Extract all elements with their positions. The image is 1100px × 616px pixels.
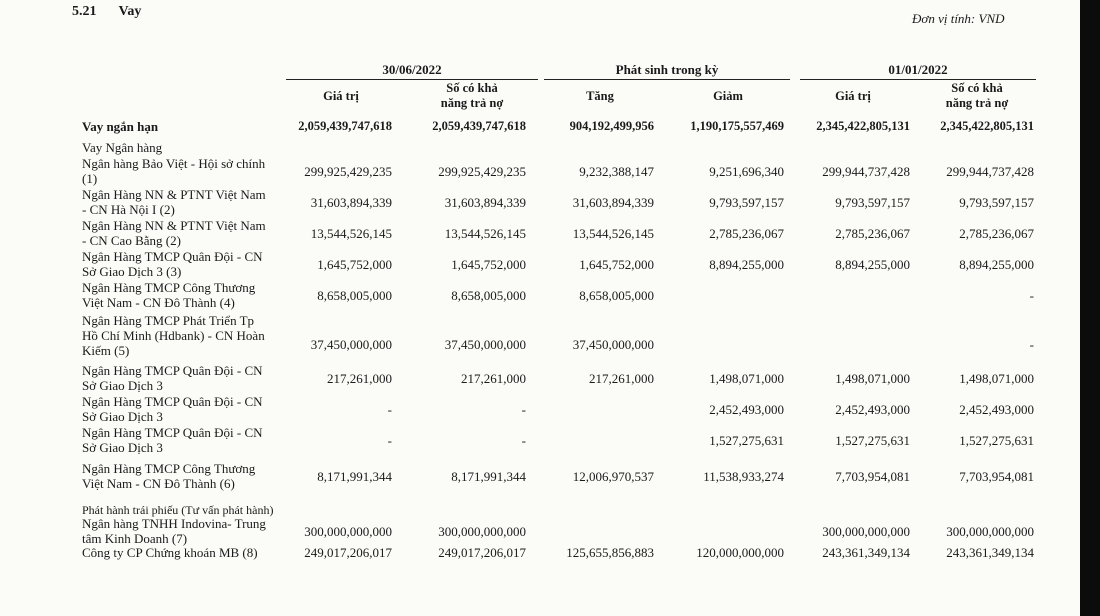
column-header-line: Số có khả [446, 81, 498, 95]
table-cell: - [387, 433, 392, 448]
table-cell: 37,450,000,000 [572, 337, 654, 352]
table-cell: 2,785,236,067 [835, 226, 910, 241]
table-cell: 300,000,000,000 [304, 524, 392, 539]
table-cell: 243,361,349,134 [822, 545, 910, 560]
table-cell: 9,251,696,340 [709, 164, 784, 179]
group-underline [286, 79, 538, 80]
table-cell: 13,544,526,145 [310, 226, 392, 241]
table-cell: 31,603,894,339 [310, 195, 392, 210]
column-header [418, 81, 526, 111]
table-cell: 300,000,000,000 [822, 524, 910, 539]
group-header-30-06-2022: 30/06/2022 [382, 62, 442, 77]
table-cell: 1,527,275,631 [959, 433, 1034, 448]
table-cell: 1,645,752,000 [579, 257, 654, 272]
row-label [82, 280, 255, 310]
row-label-line: Hồ Chí Minh (Hdbank) - CN Hoàn [82, 328, 265, 343]
row-label-line: Sở Giao Dịch 3 (3) [82, 264, 182, 279]
row-label-line: Sở Giao Dịch 3 [82, 409, 163, 424]
table-cell: 300,000,000,000 [946, 524, 1034, 539]
column-header-line: Tăng [586, 89, 614, 103]
unit-note: Đơn vị tính: VND [912, 11, 1005, 26]
table-cell: 37,450,000,000 [444, 337, 526, 352]
column-header-line: Số có khả [951, 81, 1003, 95]
table-cell: 8,894,255,000 [959, 257, 1034, 272]
row-label-line: Ngân Hàng TMCP Quân Đội - CN [82, 363, 263, 378]
table-cell: - [387, 402, 392, 417]
row-label-line: Ngân Hàng TMCP Công Thương [82, 461, 256, 476]
table-cell: 2,452,493,000 [835, 402, 910, 417]
table-cell: 1,498,071,000 [709, 371, 784, 386]
row-label-line: Phát hành trái phiếu (Tư vấn phát hành) [82, 503, 274, 517]
table-cell: 2,345,422,805,131 [940, 119, 1034, 133]
row-label-line: Kiếm (5) [82, 343, 130, 358]
row-label-line: Ngân Hàng NN & PTNT Việt Nam [82, 187, 266, 202]
column-header [546, 89, 654, 104]
table-cell: 1,498,071,000 [959, 371, 1034, 386]
table-cell: 12,006,970,537 [572, 469, 654, 484]
column-header-line: Giá trị [835, 89, 871, 103]
row-label-line: Công ty CP Chứng khoán MB (8) [82, 545, 258, 560]
table-cell: 7,703,954,081 [959, 469, 1034, 484]
row-label [82, 119, 158, 134]
table-cell: 904,192,499,956 [569, 119, 654, 133]
row-label-line: Sở Giao Dịch 3 [82, 440, 163, 455]
table-cell: 9,232,388,147 [579, 164, 654, 179]
table-cell: 13,544,526,145 [444, 226, 526, 241]
table-cell: 299,925,429,235 [438, 164, 526, 179]
group-underline [544, 79, 790, 80]
table-cell: 125,655,856,883 [566, 545, 654, 560]
row-label [82, 187, 266, 217]
table-cell: 11,538,933,274 [703, 469, 784, 484]
table-cell: 1,527,275,631 [709, 433, 784, 448]
row-label [82, 461, 255, 491]
column-header [290, 89, 392, 104]
row-label-line: - CN Hà Nội I (2) [82, 202, 175, 217]
table-cell: 8,658,005,000 [317, 288, 392, 303]
table-cell: - [1029, 288, 1034, 303]
table-cell: - [521, 402, 526, 417]
row-label [82, 156, 265, 186]
table-cell: 8,894,255,000 [835, 257, 910, 272]
row-label [82, 363, 263, 393]
table-cell: 2,785,236,067 [709, 226, 784, 241]
table-cell: 1,645,752,000 [451, 257, 526, 272]
table-cell: 299,944,737,428 [946, 164, 1034, 179]
table-cell: 13,544,526,145 [572, 226, 654, 241]
row-label-line: Ngân hàng Bảo Việt - Hội sở chính [82, 156, 266, 171]
table-cell: 31,603,894,339 [572, 195, 654, 210]
column-header [920, 81, 1034, 111]
table-cell: 8,658,005,000 [579, 288, 654, 303]
table-cell: 1,498,071,000 [835, 371, 910, 386]
row-label [82, 394, 263, 424]
table-cell: 120,000,000,000 [696, 545, 784, 560]
row-label [82, 249, 263, 279]
row-label-line: Vay Ngân hàng [82, 140, 163, 155]
row-label-line: tâm Kinh Doanh (7) [82, 531, 188, 546]
row-label-line: Sở Giao Dịch 3 [82, 378, 163, 393]
row-label [82, 140, 162, 155]
row-label-line: Ngân Hàng TMCP Công Thương [82, 280, 256, 295]
section-title: Vay [118, 4, 142, 19]
row-label [82, 545, 258, 560]
row-label-line: Ngân Hàng NN & PTNT Việt Nam [82, 218, 266, 233]
column-header-line: Giá trị [323, 89, 359, 103]
table-cell: 8,894,255,000 [709, 257, 784, 272]
table-cell: - [1029, 337, 1034, 352]
table-cell: 8,171,991,344 [317, 469, 392, 484]
table-cell: 217,261,000 [327, 371, 392, 386]
table-cell: 31,603,894,339 [444, 195, 526, 210]
table-cell: 2,785,236,067 [959, 226, 1034, 241]
section-number: 5.21 [72, 4, 97, 19]
table-cell: 243,361,349,134 [946, 545, 1034, 560]
row-label [82, 516, 266, 546]
table-cell: 217,261,000 [461, 371, 526, 386]
column-header-line: năng trả nợ [440, 96, 504, 110]
table-cell: 249,017,206,017 [304, 545, 392, 560]
table-cell: 299,944,737,428 [822, 164, 910, 179]
row-label-line: Ngân hàng TNHH Indovina- Trung [82, 516, 266, 531]
table-cell: 249,017,206,017 [438, 545, 526, 560]
table-cell: 300,000,000,000 [438, 524, 526, 539]
table-cell: 9,793,597,157 [709, 195, 784, 210]
row-label-line: Việt Nam - CN Đô Thành (6) [82, 476, 235, 491]
table-cell: 37,450,000,000 [310, 337, 392, 352]
row-label [82, 425, 263, 455]
table-cell: 2,345,422,805,131 [816, 119, 910, 133]
table-cell: 2,059,439,747,618 [298, 119, 392, 133]
row-label [82, 313, 265, 358]
scan-edge [1080, 0, 1100, 616]
table-cell: 9,793,597,157 [959, 195, 1034, 210]
column-header [796, 89, 910, 104]
table-cell: 8,658,005,000 [451, 288, 526, 303]
table-cell: 1,527,275,631 [835, 433, 910, 448]
row-label-line: Ngân Hàng TMCP Phát Triển Tp [82, 313, 255, 328]
group-header-01-01-2022: 01/01/2022 [888, 62, 948, 77]
column-header [672, 89, 784, 104]
row-label-line: Ngân Hàng TMCP Quân Đội - CN [82, 394, 263, 409]
table-cell: 217,261,000 [589, 371, 654, 386]
row-label-line: Ngân Hàng TMCP Quân Đội - CN [82, 425, 263, 440]
row-label-line: Ngân Hàng TMCP Quân Đội - CN [82, 249, 263, 264]
table-cell: 299,925,429,235 [304, 164, 392, 179]
row-label-line: Việt Nam - CN Đô Thành (4) [82, 295, 235, 310]
row-label [82, 218, 266, 248]
row-label-line: (1) [82, 171, 98, 186]
table-cell: 1,190,175,557,469 [690, 119, 784, 133]
table-cell: 9,793,597,157 [835, 195, 910, 210]
table-cell: 2,452,493,000 [959, 402, 1034, 417]
table-cell: 2,059,439,747,618 [432, 119, 526, 133]
table-cell: 8,171,991,344 [451, 469, 526, 484]
column-header-line: năng trả nợ [945, 96, 1009, 110]
column-header-line: Giảm [713, 89, 743, 103]
group-header-phat-sinh: Phát sinh trong kỳ [615, 62, 719, 77]
table-cell: 7,703,954,081 [835, 469, 910, 484]
row-label-line: Vay ngắn hạn [82, 119, 159, 134]
row-label-line: - CN Cao Bằng (2) [82, 233, 181, 248]
group-underline [800, 79, 1036, 80]
table-cell: 2,452,493,000 [709, 402, 784, 417]
table-cell: 1,645,752,000 [317, 257, 392, 272]
section-heading [72, 4, 141, 20]
table-cell: - [521, 433, 526, 448]
